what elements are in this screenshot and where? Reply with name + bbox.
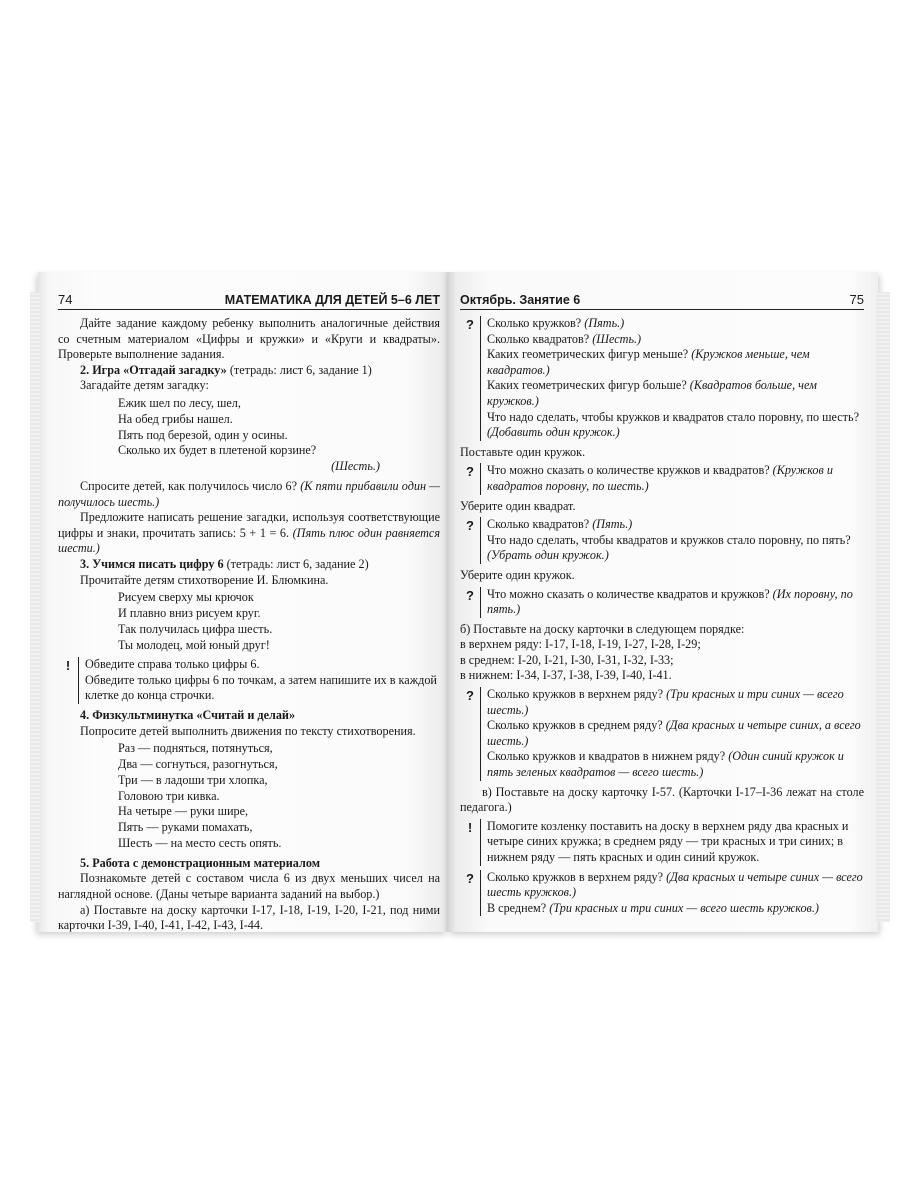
poem-line: Так получилась цифра шесть. <box>118 621 273 636</box>
poem-line: Ты молодец, мой юный друг! <box>118 637 270 652</box>
poem-line: Шесть — на место сесть опять. <box>118 836 282 851</box>
question-line: Сколько кружков в верхнем ряду? (Два красных и четыре синих — всего шесть кружков.) <box>487 869 863 900</box>
question-box <box>460 463 864 494</box>
exercise-poem <box>58 741 440 852</box>
instruction-poem: Прочитайте детям стихотворение И. Блюмкина. <box>80 572 329 587</box>
running-head-right <box>460 292 864 310</box>
paragraph-ask: Спросите детей, как получилось число 6? (К пяти прибавили один — получилось шесть.) <box>58 478 440 509</box>
page-stack-left <box>30 292 40 922</box>
question-line: Сколько кружков в верхнем ряду? (Три красных и три синих — всего шесть.) <box>487 687 844 717</box>
cards-row: в нижнем: I-34, I-37, I-38, I-39, I-40, I-41. <box>460 668 672 683</box>
question-line: Сколько кружков в среднем ряду? (Два красных и четыре синих, а всего шесть.) <box>487 718 861 748</box>
page-stack-right <box>876 292 890 922</box>
question-line: Сколько квадратов? (Пять.) <box>487 517 633 532</box>
question-line: Что можно сказать о количестве квадратов и кружков? (Их поровну, по пять.) <box>487 586 853 617</box>
instruction-line: Уберите один кружок. <box>460 567 575 582</box>
warning-box <box>58 657 440 704</box>
question-line: В среднем? (Три красных и три синих — всего шесть кружков.) <box>487 900 819 915</box>
question-icon: ? <box>466 464 474 480</box>
warning-line: Обведите справа только цифры 6. <box>85 657 260 672</box>
page-number: 74 <box>58 292 73 307</box>
question-box <box>460 517 864 564</box>
question-box <box>460 687 864 781</box>
poem-line: Раз — подняться, потянуться, <box>118 741 273 756</box>
question-line: Каких геометрических фигур больше? (Квадратов больше, чем кружков.) <box>487 378 817 408</box>
question-box <box>460 316 864 441</box>
section-heading-2: 2. Игра «Отгадай загадку» (тетрадь: лист 6, задание 1) <box>80 362 372 377</box>
instruction-riddle: Загадайте детям загадку: <box>80 378 209 393</box>
section-heading-3: 3. Учимся писать цифру 6 (тетрадь: лист 6, задание 2) <box>80 556 369 571</box>
running-head-left <box>58 292 440 310</box>
question-icon: ? <box>466 870 474 886</box>
instruction-line: Уберите один квадрат. <box>460 498 576 513</box>
paragraph-intro: Дайте задание каждому ребенку выполнить аналогичные действия со счетным материалом «Цифры и кружки» и «Круги и квадраты». Проверьте выполнение задания. <box>58 316 440 362</box>
question-icon: ? <box>466 317 474 332</box>
paragraph-s5: Познакомьте детей с составом числа 6 из двух меньших чисел на наглядной основе. (Даны четыре варианта заданий на выбор.) <box>58 871 440 902</box>
question-line: Что можно сказать о количестве кружков и квадратов? (Кружков и квадратов поровну, по шесть.) <box>487 463 833 493</box>
open-book <box>38 272 880 944</box>
question-box <box>460 870 864 917</box>
page-number: 75 <box>849 292 864 307</box>
warning-line: Обведите только цифры 6 по точкам, а затем напишите их в каждой клетке до конца строчки. <box>85 672 437 703</box>
book-title: МАТЕМАТИКА ДЛЯ ДЕТЕЙ 5–6 ЛЕТ <box>224 293 440 307</box>
exclamation-icon: ! <box>65 658 71 674</box>
lesson-title: Октябрь. Занятие 6 <box>460 293 581 307</box>
paragraph-suggest: Предложите написать решение загадки, используя соответствующие цифры и знаки, прочитать запись: 5 + 1 = 6. (Пять плюс один равняется шести.) <box>58 510 440 556</box>
poem-line: Ежик шел по лесу, шел, <box>118 395 241 410</box>
poem-line: На четыре — руки шире, <box>118 804 249 819</box>
poem-line: И плавно вниз рисуем круг. <box>118 605 261 620</box>
poem-line: Пять под березой, один у осины. <box>118 427 288 442</box>
question-line: Что надо сделать, чтобы кружков и квадратов стало поровну, по шесть? (Добавить один кружок.) <box>487 409 859 440</box>
question-line: Что надо сделать, чтобы квадратов и кружков стало поровну, по пять? (Убрать один кружок.) <box>487 532 851 563</box>
cards-row: в среднем: I-20, I-21, I-30, I-31, I-32, I-33; <box>460 652 674 667</box>
question-line: Сколько квадратов? (Шесть.) <box>487 331 642 346</box>
section-heading-4: 4. Физкультминутка «Считай и делай» <box>80 708 296 723</box>
instruction-exercise: Попросите детей выполнить движения по тексту стихотворения. <box>80 723 416 738</box>
cards-layout <box>460 622 864 684</box>
poem-line: Три — в ладоши три хлопка, <box>118 772 268 787</box>
section-heading-5: 5. Работа с демонстрационным материалом <box>80 855 321 870</box>
cards-intro: б) Поставьте на доску карточки в следующем порядке: <box>460 621 745 636</box>
riddle-poem <box>58 396 440 475</box>
cards-row: в верхнем ряду: I-17, I-18, I-19, I-27, I-28, I-29; <box>460 637 701 652</box>
question-line: Сколько кружков? (Пять.) <box>487 316 625 330</box>
paragraph-c: в) Поставьте на доску карточку I-57. (Карточки I-17–I-36 лежат на столе педагога.) <box>460 784 864 815</box>
question-icon: ? <box>466 518 474 534</box>
poem-line: Рисуем сверху мы крючок <box>118 590 254 605</box>
question-icon: ? <box>466 688 474 704</box>
warning-box <box>460 819 864 866</box>
poem-line: Сколько их будет в плетеной корзине? <box>118 443 317 458</box>
right-page <box>448 272 878 932</box>
question-line: Сколько кружков и квадратов в нижнем ряду? (Один синий кружок и пять зеленых квадратов — всего шесть.) <box>487 749 844 780</box>
poem-line: На обед грибы нашел. <box>118 411 233 426</box>
poem-line: Пять — руками помахать, <box>118 820 253 835</box>
question-icon: ? <box>466 587 474 603</box>
riddle-answer: (Шесть.) <box>331 459 380 474</box>
left-page <box>38 272 448 932</box>
paragraph-s5-a: а) Поставьте на доску карточки I-17, I-18, I-19, I-20, I-21, под ними карточки I-39, I-40, I-41, I-42, I-43, I-44. <box>58 902 440 933</box>
warning-line: Помогите козленку поставить на доску в верхнем ряду два красных и четыре синих кружка; в среднем ряду — три красных и три синих; в нижнем ряду — пять красных и один синий кружок. <box>487 818 849 864</box>
digit-poem <box>58 590 440 653</box>
question-box <box>460 587 864 618</box>
poem-line: Два — согнуться, разогнуться, <box>118 757 278 772</box>
question-line: Каких геометрических фигур меньше? (Кружков меньше, чем квадратов.) <box>487 347 810 377</box>
instruction-line: Поставьте один кружок. <box>460 444 586 459</box>
exclamation-icon: ! <box>467 819 473 835</box>
poem-line: Головою три кивка. <box>118 788 220 803</box>
